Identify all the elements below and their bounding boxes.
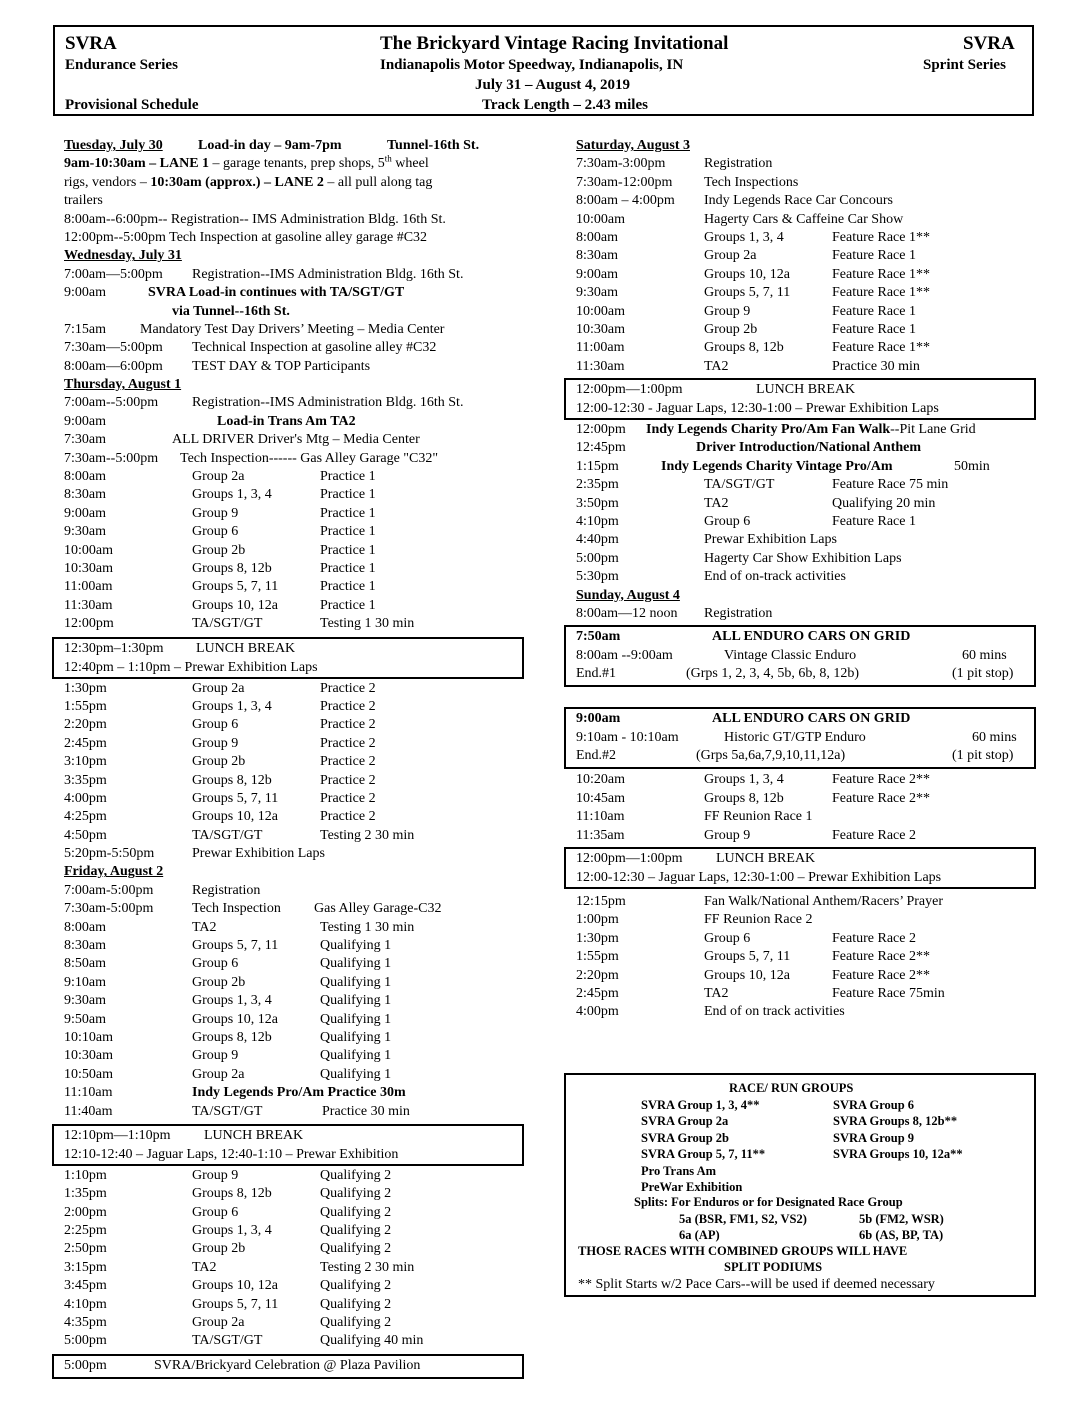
saturday-am-row: 11:00am Groups 8, 12b Feature Race 1** — [576, 340, 930, 356]
sunday-registration: 8:00am—12 noon Registration — [576, 605, 773, 621]
split-6b: 6b (AS, BP, TA) — [859, 1228, 944, 1242]
thursday-lunch-box: 12:30pm–1:30pm LUNCH BREAK 12:40pm – 1:10pm – Prewar Exhibition Laps — [52, 637, 524, 679]
sunday-am-row: 10:20am Groups 1, 3, 4 Feature Race 2** — [576, 772, 930, 788]
split-6a: 6a (AP) — [679, 1228, 720, 1242]
sunday-am-row: 11:10am FF Reunion Race 1 — [576, 809, 813, 825]
event-venue: Indianapolis Motor Speedway, Indianapolis, IN — [380, 57, 684, 73]
friday-am-row: 8:30am Groups 5, 7, 11 Qualifying 1 — [64, 938, 392, 954]
saturday-am-row: 7:30am-3:00pm Registration — [576, 156, 773, 172]
event-title: The Brickyard Vintage Racing Invitational — [380, 33, 729, 54]
friday-am-row: 11:10am Indy Legends Pro/Am Practice 30m — [64, 1085, 406, 1101]
right-subtitle: Sprint Series — [923, 57, 1006, 73]
thursday-am-row: 12:00pm TA/SGT/GT Testing 1 30 min — [64, 616, 415, 632]
saturday-am-row: 7:30am-12:00pm Tech Inspections — [576, 174, 799, 190]
thursday-pm-row: 4:50pm TA/SGT/GT Testing 2 30 min — [64, 827, 415, 843]
friday-pm-row: 4:10pm Groups 5, 7, 11 Qualifying 2 — [64, 1296, 392, 1312]
race-group-left-item: SVRA Group 1, 3, 4** — [641, 1098, 760, 1112]
sunday-am-row: 10:45am Groups 8, 12b Feature Race 2** — [576, 790, 930, 806]
friday-am-row: 9:10am Group 2b Qualifying 1 — [64, 974, 392, 990]
thursday-am-row: 9:00am Group 9 Practice 1 — [64, 505, 376, 521]
wednesday-row: via Tunnel--16th St. — [172, 303, 290, 319]
thursday-am-row: 10:00am Group 2b Practice 1 — [64, 542, 376, 558]
event-dates: July 31 – August 4, 2019 — [475, 77, 631, 93]
sunday-pm-row: 4:00pm End of on track activities — [576, 1004, 845, 1020]
enduro-1-box: 7:50am ALL ENDURO CARS ON GRID 8:00am --9:00am Vintage Classic Enduro 60 mins End.#1 (Grps 1, 2, 3, 4, 5b, 6b, 8, 12b) (1 pit stop) — [564, 625, 1036, 687]
sunday-pm-row: 1:55pm Groups 5, 7, 11 Feature Race 2** — [576, 949, 930, 965]
saturday-am-row: 8:00am – 4:00pm Indy Legends Race Car Concours — [576, 193, 893, 209]
sunday-pm-row: 2:45pm TA2 Feature Race 75min — [576, 985, 945, 1001]
thursday-pm-row: 4:25pm Groups 10, 12a Practice 2 — [64, 809, 376, 825]
friday-pm-row: 2:25pm Groups 1, 3, 4 Qualifying 2 — [64, 1223, 392, 1239]
saturday-fan-walk: 12:00pm Indy Legends Charity Pro/Am Fan Walk--Pit Lane Grid — [576, 422, 976, 438]
sunday-lunch-box: 12:00pm—1:00pm LUNCH BREAK 12:00-12:30 – Jaguar Laps, 12:30-1:00 – Prewar Exhibition Laps — [564, 847, 1036, 889]
tuesday-tech: 12:00pm--5:00pm Tech Inspection at gasoline alley garage #C32 — [64, 229, 428, 245]
thursday-pm-row: 1:55pm Groups 1, 3, 4 Practice 2 — [64, 698, 376, 714]
tuesday-lane1: 9am-10:30am – LANE 1 – garage tenants, prep shops, 5th wheel — [64, 153, 429, 172]
tuesday-heading: Tuesday, July 30 Load-in day – 9am-7pm Tunnel-16th St. — [64, 138, 480, 153]
saturday-heading: Saturday, August 3 — [576, 138, 690, 153]
combined-note-2: SPLIT PODIUMS — [724, 1260, 823, 1274]
saturday-am-row: 10:00am Group 9 Feature Race 1 — [576, 303, 916, 319]
right-title: SVRA — [963, 33, 1015, 54]
race-group-right-item: SVRA Group 6 — [833, 1098, 915, 1112]
thursday-am-row: 10:30am Groups 8, 12b Practice 1 — [64, 560, 376, 576]
saturday-pro-am: 1:15pm Indy Legends Charity Vintage Pro/Am 50min — [576, 458, 990, 474]
friday-am-row: 11:40am TA/SGT/GT Practice 30 min — [64, 1103, 410, 1119]
friday-am-row: 9:50am Groups 10, 12a Qualifying 1 — [64, 1011, 392, 1027]
sunday-heading: Sunday, August 4 — [576, 587, 680, 603]
left-title: SVRA — [65, 33, 117, 54]
friday-pm-row: 1:35pm Groups 8, 12b Qualifying 2 — [64, 1186, 392, 1202]
wednesday-row: 7:30am—5:00pm Technical Inspection at gasoline alley #C32 — [64, 340, 437, 356]
friday-lunch-box: 12:10pm—1:10pm LUNCH BREAK 12:10-12:40 – Jaguar Laps, 12:40-1:10 – Prewar Exhibition — [52, 1124, 524, 1166]
split-starts-footnote: ** Split Starts w/2 Pace Cars--will be used if deemed necessary — [578, 1277, 935, 1292]
split-5b: 5b (FM2, WSR) — [859, 1212, 944, 1226]
split-5a: 5a (BSR, FM1, S2, VS2) — [679, 1212, 807, 1226]
right-schedule-column — [564, 137, 1036, 1022]
race-group-left-item: SVRA Group 5, 7, 11** — [641, 1147, 766, 1162]
thursday-am-row: 8:30am Groups 1, 3, 4 Practice 1 — [64, 487, 376, 503]
schedule-header — [53, 25, 1034, 116]
friday-celebration-box: 5:00pm SVRA/Brickyard Celebration @ Plaza Pavilion — [52, 1354, 524, 1379]
tuesday-trailers: trailers — [64, 193, 103, 209]
wednesday-row: 8:00am—6:00pm TEST DAY & TOP Participants — [64, 358, 371, 374]
sunday-pm-row: 2:20pm Groups 10, 12a Feature Race 2** — [576, 967, 930, 983]
wednesday-heading: Wednesday, July 31 — [64, 248, 182, 264]
left-schedule-column — [52, 137, 524, 1379]
track-length: Track Length – 2.43 miles — [482, 97, 648, 113]
saturday-am-row: 11:30am TA2 Practice 30 min — [576, 358, 920, 374]
friday-pm-row: 3:45pm Groups 10, 12a Qualifying 2 — [64, 1278, 392, 1294]
sunday-am-row: 11:35am Group 9 Feature Race 2 — [576, 827, 916, 843]
thursday-pm-row: 2:20pm Group 6 Practice 2 — [64, 717, 376, 733]
saturday-am-row: 8:30am Group 2a Feature Race 1 — [576, 248, 916, 264]
thursday-am-row: 11:30am Groups 10, 12a Practice 1 — [64, 597, 376, 613]
race-group-left-item: PreWar Exhibition — [641, 1180, 743, 1194]
friday-pm-row: 3:15pm TA2 Testing 2 30 min — [64, 1259, 415, 1275]
thursday-am-row: 11:00am Groups 5, 7, 11 Practice 1 — [64, 579, 376, 595]
race-group-right-item: SVRA Group 9 — [833, 1130, 915, 1145]
tuesday-registration: 8:00am--6:00pm-- Registration-- IMS Administration Bldg. 16th St. — [64, 211, 446, 227]
race-groups-title: RACE/ RUN GROUPS — [729, 1081, 854, 1095]
saturday-pm-row: 4:10pm Group 6 Feature Race 1 — [576, 514, 916, 530]
saturday-am-row: 9:30am Groups 5, 7, 11 Feature Race 1** — [576, 285, 930, 301]
friday-am-row: 10:30am Group 9 Qualifying 1 — [64, 1048, 392, 1064]
thursday-am-row: 9:30am Group 6 Practice 1 — [64, 524, 376, 540]
race-group-right-item: SVRA Groups 10, 12a** — [833, 1147, 963, 1162]
friday-am-row: 9:30am Groups 1, 3, 4 Qualifying 1 — [64, 993, 392, 1009]
friday-am-row: 8:50am Group 6 Qualifying 1 — [64, 956, 392, 972]
tuesday-lane2: rigs, vendors – 10:30am (approx.) – LANE 2 – all pull along tag — [64, 174, 433, 190]
wednesday-row: 9:00am SVRA Load-in continues with TA/SGT/GT — [64, 285, 405, 301]
friday-heading: Friday, August 2 — [64, 864, 164, 880]
thursday-pre-row: 7:00am--5:00pm Registration--IMS Administration Bldg. 16th St. — [64, 395, 464, 411]
friday-am-row: 7:30am-5:00pm Tech Inspection Gas Alley Garage-C32 — [64, 901, 442, 917]
wednesday-row: 7:15am Mandatory Test Day Drivers’ Meeting – Media Center — [64, 321, 445, 337]
thursday-pm-row: 5:20pm-5:50pm Prewar Exhibition Laps — [64, 846, 325, 862]
saturday-am-row: 8:00am Groups 1, 3, 4 Feature Race 1** — [576, 229, 930, 245]
saturday-driver-intro: 12:45pm Driver Introduction/National Anthem — [576, 440, 922, 456]
saturday-am-row: 9:00am Groups 10, 12a Feature Race 1** — [576, 266, 930, 282]
thursday-pre-row: 7:30am--5:00pm Tech Inspection------ Gas Alley Garage "C32" — [64, 450, 439, 466]
race-group-left-item: SVRA Group 2a — [641, 1114, 729, 1129]
provisional-note: Provisional Schedule — [65, 97, 199, 113]
race-group-left-item: Pro Trans Am — [641, 1163, 717, 1178]
enduro-2-box: 9:00am ALL ENDURO CARS ON GRID 9:10am - 10:10am Historic GT/GTP Enduro 60 mins End.#2 (Grps 5a,6a,7,9,10,11,12a) (1 pit stop) — [564, 707, 1036, 769]
thursday-pm-row: 3:10pm Group 2b Practice 2 — [64, 754, 376, 770]
friday-am-row: 7:00am-5:00pm Registration — [64, 882, 261, 898]
saturday-lunch-box: 12:00pm—1:00pm LUNCH BREAK 12:00-12:30 - Jaguar Laps, 12:30-1:00 – Prewar Exhibition Laps — [564, 378, 1036, 420]
saturday-pm-row: 3:50pm TA2 Qualifying 20 min — [576, 495, 936, 511]
friday-am-row: 10:10am Groups 8, 12b Qualifying 1 — [64, 1029, 392, 1045]
sunday-pm-row: 1:00pm FF Reunion Race 2 — [576, 912, 813, 928]
sunday-pm-row: 12:15pm Fan Walk/National Anthem/Racers’ Prayer — [576, 893, 944, 909]
sunday-pm-row: 1:30pm Group 6 Feature Race 2 — [576, 930, 916, 946]
friday-pm-row: 5:00pm TA/SGT/GT Qualifying 40 min — [64, 1333, 424, 1349]
saturday-pm-row: 5:00pm Hagerty Car Show Exhibition Laps — [576, 550, 902, 566]
thursday-pm-row: 1:30pm Group 2a Practice 2 — [64, 680, 376, 696]
friday-pm-row: 2:00pm Group 6 Qualifying 2 — [64, 1204, 392, 1220]
race-group-left-item: SVRA Group 2b — [641, 1130, 729, 1145]
race-group-right-item: SVRA Groups 8, 12b** — [833, 1114, 958, 1129]
thursday-heading: Thursday, August 1 — [64, 377, 182, 393]
friday-pm-row: 2:50pm Group 2b Qualifying 2 — [64, 1241, 392, 1257]
wednesday-row: 7:00am—5:00pm Registration--IMS Administration Bldg. 16th St. — [64, 266, 464, 282]
friday-am-row: 8:00am TA2 Testing 1 30 min — [64, 919, 415, 935]
splits-label: Splits: For Enduros or for Designated Race Group — [634, 1195, 903, 1209]
friday-pm-row: 4:35pm Group 2a Qualifying 2 — [64, 1315, 392, 1331]
thursday-pm-row: 2:45pm Group 9 Practice 2 — [64, 735, 376, 751]
saturday-am-row: 10:00am Hagerty Cars & Caffeine Car Show — [576, 211, 904, 227]
friday-am-row: 10:50am Group 2a Qualifying 1 — [64, 1066, 392, 1082]
thursday-pm-row: 3:35pm Groups 8, 12b Practice 2 — [64, 772, 376, 788]
saturday-pm-row: 4:40pm Prewar Exhibition Laps — [576, 532, 837, 548]
thursday-pre-row: 9:00am Load-in Trans Am TA2 — [64, 413, 356, 429]
thursday-am-row: 8:00am Group 2a Practice 1 — [64, 469, 376, 485]
thursday-pre-row: 7:30am ALL DRIVER Driver's Mtg – Media Center — [64, 432, 420, 448]
saturday-am-row: 10:30am Group 2b Feature Race 1 — [576, 321, 916, 337]
left-subtitle: Endurance Series — [65, 57, 178, 73]
saturday-pm-row: 2:35pm TA/SGT/GT Feature Race 75 min — [576, 477, 949, 493]
combined-note-1: THOSE RACES WITH COMBINED GROUPS WILL HAVE — [578, 1244, 908, 1258]
thursday-pm-row: 4:00pm Groups 5, 7, 11 Practice 2 — [64, 790, 376, 806]
race-groups-box — [564, 1073, 1036, 1297]
friday-pm-row: 1:10pm Group 9 Qualifying 2 — [64, 1167, 392, 1183]
saturday-pm-row: 5:30pm End of on-track activities — [576, 569, 846, 585]
